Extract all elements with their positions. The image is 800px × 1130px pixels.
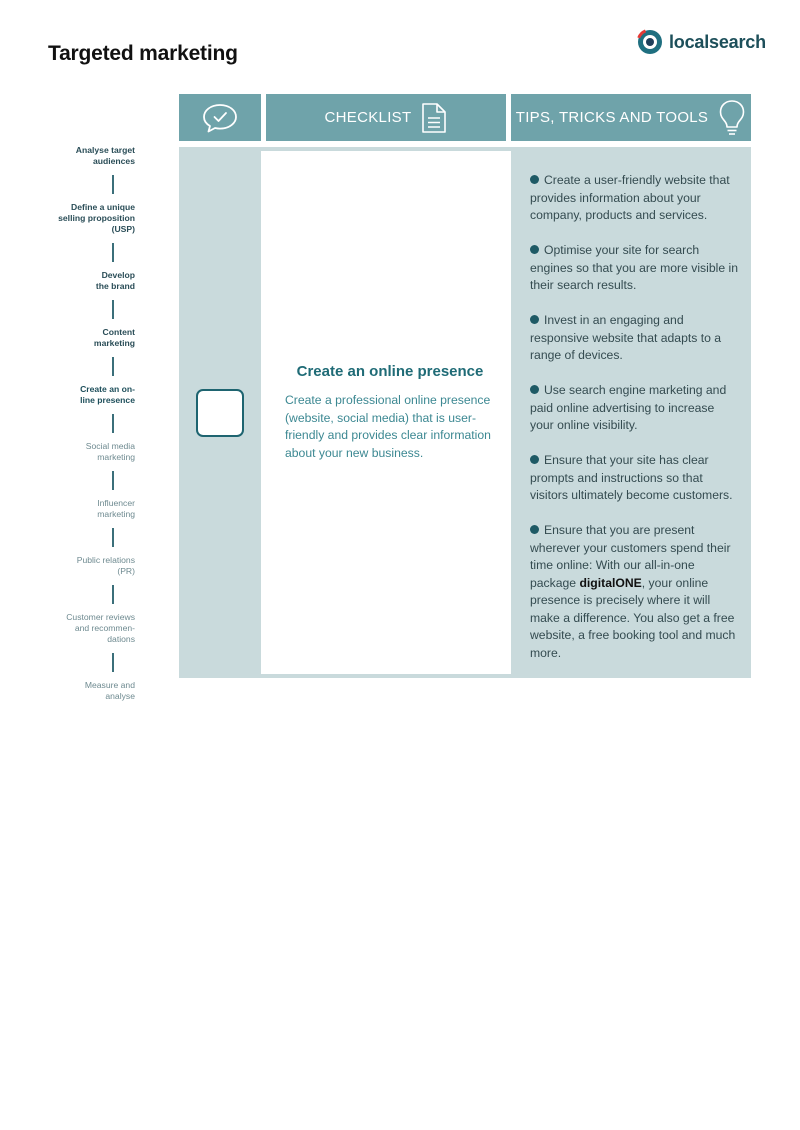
chat-check-icon bbox=[202, 102, 238, 134]
tips-list bbox=[530, 172, 740, 680]
step-item[interactable] bbox=[40, 145, 135, 167]
step-label-line: Define a unique bbox=[71, 202, 135, 212]
step-label-line: Influencer bbox=[97, 498, 135, 508]
step-item[interactable] bbox=[40, 384, 135, 406]
step-label-line: Create an on- bbox=[80, 384, 135, 394]
tip-item bbox=[530, 382, 740, 435]
step-connector bbox=[112, 300, 114, 319]
step-label-line: marketing bbox=[97, 509, 135, 519]
step-label-line: dations bbox=[107, 634, 135, 644]
bullet-icon bbox=[530, 525, 539, 534]
step-label-line: line presence bbox=[80, 395, 135, 405]
tip-text: Ensure that your site has clear prompts and instructions so that visitors ultimately become customers. bbox=[530, 453, 733, 502]
step-item[interactable] bbox=[40, 498, 135, 520]
step-connector bbox=[112, 471, 114, 490]
step-connector bbox=[112, 528, 114, 547]
checklist-item bbox=[285, 363, 495, 462]
step-label-line: marketing bbox=[97, 452, 135, 462]
lightbulb-icon bbox=[718, 99, 746, 137]
step-label-line: selling proposition bbox=[58, 213, 135, 223]
checklist-label: CHECKLIST bbox=[324, 109, 412, 126]
header-checklist bbox=[266, 94, 506, 141]
header-tips bbox=[511, 94, 751, 141]
bullet-icon bbox=[530, 245, 539, 254]
step-item[interactable] bbox=[40, 327, 135, 349]
tip-text: Invest in an engaging and responsive website that adapts to a range of devices. bbox=[530, 313, 722, 362]
tips-label: TIPS, TRICKS AND TOOLS bbox=[515, 109, 709, 126]
step-label-line: the brand bbox=[95, 281, 135, 291]
checklist-checkbox[interactable] bbox=[196, 389, 244, 437]
tip-text: Create a user-friendly website that provides information about your company, products and services. bbox=[530, 173, 730, 222]
tip-item bbox=[530, 242, 740, 295]
bullet-icon bbox=[530, 315, 539, 324]
step-label-line: audiences bbox=[92, 156, 135, 166]
page-title: Targeted marketing bbox=[48, 42, 238, 65]
step-label-line: (PR) bbox=[117, 566, 135, 576]
step-item[interactable] bbox=[40, 680, 135, 702]
step-connector bbox=[112, 653, 114, 672]
step-navigation bbox=[40, 145, 135, 702]
document-icon bbox=[421, 102, 447, 134]
step-connector bbox=[112, 414, 114, 433]
step-label-line: Public relations bbox=[76, 555, 135, 565]
tip-item bbox=[530, 522, 740, 662]
step-label-line: (USP) bbox=[111, 224, 135, 234]
tip-item bbox=[530, 172, 740, 225]
checklist-item-text: Create a professional online presence (website, social media) that is user-friendly and provides clear information about your new business. bbox=[285, 393, 491, 460]
tip-text: Optimise your site for search engines so that you are more visible in their search results. bbox=[530, 243, 738, 292]
step-label-line: marketing bbox=[93, 338, 135, 348]
step-label-line: Measure and bbox=[84, 680, 135, 690]
step-connector bbox=[112, 243, 114, 262]
step-label-line: Develop bbox=[101, 270, 135, 280]
logo bbox=[637, 29, 766, 55]
bullet-icon bbox=[530, 175, 539, 184]
step-connector bbox=[112, 175, 114, 194]
tip-text: Ensure that you are present wherever your customers spend their time online: With our all-in-one package bbox=[530, 523, 731, 590]
step-label-line: Analyse target bbox=[75, 145, 135, 155]
step-label-line: Content bbox=[102, 327, 135, 337]
step-item[interactable] bbox=[40, 555, 135, 577]
checklist-item-title: Create an online presence bbox=[296, 363, 484, 380]
step-item[interactable] bbox=[40, 441, 135, 463]
tip-item bbox=[530, 452, 740, 505]
product-name: digitalONE bbox=[579, 575, 642, 590]
step-label-line: Social media bbox=[85, 441, 135, 451]
bullet-icon bbox=[530, 455, 539, 464]
step-item[interactable] bbox=[40, 270, 135, 292]
step-label-line: and recommen- bbox=[74, 623, 135, 633]
step-connector bbox=[112, 357, 114, 376]
step-connector bbox=[112, 585, 114, 604]
step-item[interactable] bbox=[40, 202, 135, 235]
step-label-line: Customer reviews bbox=[66, 612, 135, 622]
tip-text: Use search engine marketing and paid online advertising to increase your online visibility. bbox=[530, 383, 727, 432]
localsearch-logo-icon bbox=[637, 29, 663, 55]
header-icon-cell bbox=[179, 94, 261, 141]
logo-text: localsearch bbox=[669, 31, 766, 52]
step-label-line: analyse bbox=[105, 691, 135, 701]
tip-item bbox=[530, 312, 740, 365]
bullet-icon bbox=[530, 385, 539, 394]
step-item[interactable] bbox=[40, 612, 135, 645]
tip-text: , your online presence is precisely where it will make a difference. You also get a free website, a free booking tool and much more. bbox=[530, 575, 736, 660]
